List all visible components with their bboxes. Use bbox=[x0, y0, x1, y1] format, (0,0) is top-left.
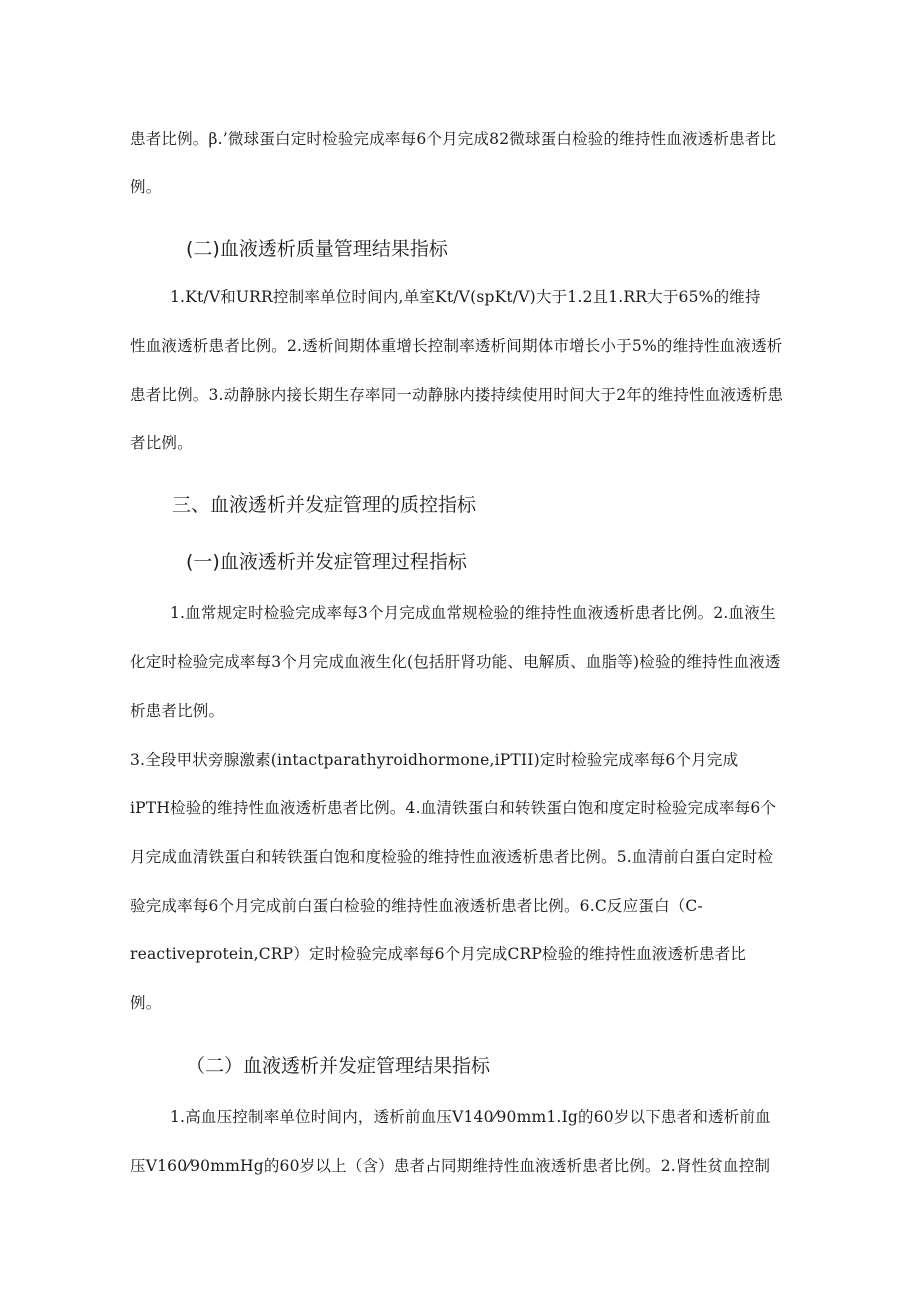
section-heading: (二)血液透析质量管理结果指标 bbox=[186, 238, 448, 260]
text-line: 月完成血清铁蛋白和转铁蛋白饱和度检验的维持性血液透析患者比例。5.血清前白蛋白定时检 bbox=[130, 848, 774, 866]
text-line: 者比例。 bbox=[130, 434, 193, 452]
text-line: 3.全段甲状旁腺激素(intactparathyroidhormone,iPTII)定时检验完成率每6个月完成 bbox=[130, 751, 739, 769]
text-line: 例。 bbox=[130, 178, 162, 196]
text-line: 1.Kt/V和URR控制率单位时间内,单室Kt/V(spKt/V)大于1.2且1.RR大于65%的维持 bbox=[170, 288, 761, 306]
section-heading: 三、血液透析并发症管理的质控指标 bbox=[172, 494, 477, 516]
section-heading: (一)血液透析并发症管理过程指标 bbox=[186, 551, 467, 573]
text-line: 析患者比例。 bbox=[130, 702, 225, 720]
text-line: 患者比例。β.’微球蛋白定时检验完成率每6个月完成82微球蛋白检验的维持性血液透析患者比 bbox=[130, 130, 777, 148]
text-line: 压V160⁄90mmHg的60岁以上（含）患者占同期维持性血液透析患者比例。2.肾性贫血控制 bbox=[130, 1157, 771, 1175]
text-line: 例。 bbox=[130, 994, 162, 1012]
text-line: 化定时检验完成率每3个月完成血液生化(包括肝肾功能、电解质、血脂等)检验的维持性血液透 bbox=[130, 653, 781, 671]
text-line: 1.高血压控制率单位时间内，透析前血压V140⁄90mm1.Ig的60岁以下患者和透析前血 bbox=[170, 1108, 771, 1126]
text-line: iPTH检验的维持性血液透析患者比例。4.血清铁蛋白和转铁蛋白饱和度定时检验完成率每6个 bbox=[130, 799, 777, 817]
text-line: reactiveprotein,CRP）定时检验完成率每6个月完成CRP检验的维持性血液透析患者比 bbox=[130, 945, 747, 963]
section-heading: （二）血液透析并发症管理结果指标 bbox=[186, 1055, 491, 1077]
text-line: 验完成率每6个月完成前白蛋白检验的维持性血液透析患者比例。6.C反应蛋白（C- bbox=[130, 897, 703, 915]
text-line: 性血液透析患者比例。2.透析间期体重增长控制率透析间期体市增长小于5%的维持性血液透析 bbox=[130, 337, 783, 355]
text-line: 1.血常规定时检验完成率每3个月完成血常规检验的维持性血液透析患者比例。2.血液生 bbox=[170, 604, 776, 622]
text-line: 患者比例。3.动静脉内接长期生存率同一动静脉内搂持续使用时间大于2年的维持性血液透析患 bbox=[130, 386, 784, 404]
